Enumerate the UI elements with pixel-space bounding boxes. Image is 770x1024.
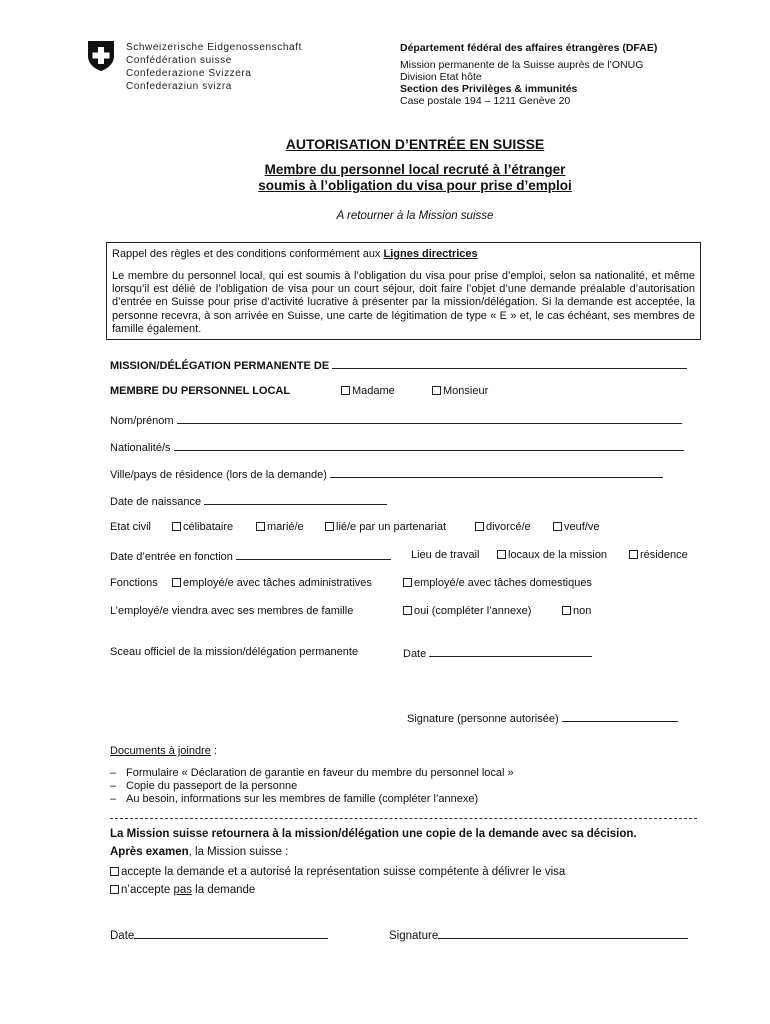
guidelines-link[interactable]: Lignes directrices <box>383 248 478 260</box>
family-label: L’employé/e viendra avec ses membres de famille <box>110 605 354 617</box>
accept-label: accepte la demande et a autorisé la représentation suisse compétente à délivrer le visa <box>121 866 566 878</box>
signature-row <box>407 711 678 725</box>
mission-field[interactable] <box>332 358 687 369</box>
madame-label: Madame <box>352 385 395 397</box>
documents-heading <box>110 745 217 757</box>
civil-checkbox[interactable] <box>475 522 484 531</box>
return-note: A retourner à la Mission suisse <box>336 210 494 222</box>
civil-option-partnership[interactable] <box>325 521 446 533</box>
family-checkbox[interactable] <box>403 606 412 615</box>
list-item: – Formulaire « Déclaration de garantie en faveur du membre du personnel local » <box>110 767 514 780</box>
department-address: Case postale 194 – 1211 Genève 20 <box>400 95 571 107</box>
final-signature-row <box>389 928 688 942</box>
seal-label: Sceau officiel de la mission/délégation permanente <box>110 646 359 658</box>
residence-field[interactable] <box>330 467 663 478</box>
nationality-row <box>110 440 684 454</box>
decision-statement: La Mission suisse retournera à la mission/délégation une copie de la demande avec sa décision. <box>110 828 637 840</box>
documents-colon: : <box>210 745 218 757</box>
department-mission: Mission permanente de la Suisse auprès de l’ONUG <box>400 59 644 71</box>
documents-list <box>110 767 514 806</box>
nationality-field[interactable] <box>174 440 684 451</box>
civil-option-married[interactable] <box>256 521 304 533</box>
after-examination-bold: Après examen <box>110 846 189 858</box>
civil-checkbox[interactable] <box>325 522 334 531</box>
seal-date-label: Date <box>403 648 427 660</box>
madame-option[interactable] <box>341 385 395 397</box>
family-checkbox[interactable] <box>562 606 571 615</box>
residence-row <box>110 467 663 481</box>
workplace-option-residence[interactable] <box>629 549 688 561</box>
federal-name-rm: Confederaziun svizra <box>126 81 232 92</box>
civil-option-divorced[interactable] <box>475 521 531 533</box>
family-option-yes[interactable] <box>403 605 531 617</box>
reject-checkbox[interactable] <box>110 885 119 894</box>
monsieur-checkbox[interactable] <box>432 386 441 395</box>
reminder-heading <box>112 248 695 261</box>
civil-option-single[interactable] <box>172 521 233 533</box>
functions-option-label: employé/e avec tâches administratives <box>183 577 372 589</box>
reminder-lead: Rappel des règles et des conditions conformément aux <box>112 248 384 260</box>
federal-name-fr: Confédération suisse <box>126 55 232 66</box>
decision-reject-option[interactable] <box>110 884 255 896</box>
civil-checkbox[interactable] <box>256 522 265 531</box>
civil-checkbox[interactable] <box>172 522 181 531</box>
final-date-field[interactable] <box>134 928 328 939</box>
name-field[interactable] <box>177 413 682 424</box>
form-subtitle-2: soumis à l’obligation du visa pour prise d’emploi <box>258 178 572 193</box>
birth-field[interactable] <box>204 494 387 505</box>
workplace-label: Lieu de travail <box>411 549 480 561</box>
civil-option-label: lié/e par un partenariat <box>336 521 447 533</box>
civil-option-label: divorcé/e <box>486 521 531 533</box>
name-row <box>110 413 682 427</box>
functions-option-label: employé/e avec tâches domestiques <box>414 577 592 589</box>
civil-option-label: marié/e <box>267 521 304 533</box>
workplace-option-label: locaux de la mission <box>508 549 608 561</box>
workplace-checkbox[interactable] <box>497 550 506 559</box>
start-label: Date d’entrée en fonction <box>110 551 233 563</box>
family-option-no[interactable] <box>562 605 591 617</box>
start-row <box>110 549 391 563</box>
signature-label: Signature (personne autorisée) <box>407 713 559 725</box>
functions-label: Fonctions <box>110 577 158 589</box>
start-field[interactable] <box>236 549 391 560</box>
after-examination-rest: , la Mission suisse : <box>188 846 289 858</box>
department-header <box>400 42 730 107</box>
swiss-cross-logo <box>87 40 115 72</box>
workplace-option-label: résidence <box>640 549 688 561</box>
final-date-label: Date <box>110 930 135 942</box>
final-signature-label: Signature <box>389 930 439 942</box>
reminder-box <box>106 242 701 340</box>
decision-after <box>110 846 288 858</box>
mission-row <box>110 358 687 372</box>
civil-checkbox[interactable] <box>553 522 562 531</box>
family-no-label: non <box>573 605 592 617</box>
civil-option-label: veuf/ve <box>564 521 600 533</box>
mission-label: MISSION/DÉLÉGATION PERMANENTE DE <box>110 360 330 372</box>
documents-title: Documents à joindre <box>110 745 211 757</box>
reject-label-pre: n’accepte <box>121 884 174 896</box>
list-item: – Copie du passeport de la personne <box>110 780 514 793</box>
reject-label-post: la demande <box>191 884 256 896</box>
monsieur-option[interactable] <box>432 385 488 397</box>
functions-checkbox[interactable] <box>172 578 181 587</box>
separator-line <box>110 818 697 819</box>
federal-name-it: Confederazione Svizzera <box>126 68 252 79</box>
reminder-body: Le membre du personnel local, qui est soumis à l’obligation du visa pour prise d’emploi, selon sa nationalité, et même lorsqu’il est délié de l’obligation de visa pour un court séjour, doit faire l’objet d’une demande préalable d’autorisation d’entrée en Suisse pour prise d’activité lucrative à présenter par la mission/délégation. Si la demande est acceptée, la personne recevra, à son arrivée en Suisse, une carte de légitimation de type « E » et, le cas échéant, ses membres de famille également. <box>112 270 695 335</box>
department-section: Section des Privilèges & immunités <box>400 83 578 95</box>
workplace-checkbox[interactable] <box>629 550 638 559</box>
civil-option-widowed[interactable] <box>553 521 599 533</box>
birth-label: Date de naissance <box>110 496 202 508</box>
signature-field[interactable] <box>562 711 678 722</box>
functions-option-domestic[interactable] <box>403 577 592 589</box>
federal-name-de: Schweizerische Eidgenossenschaft <box>126 42 302 53</box>
family-yes-label: oui (compléter l’annexe) <box>414 605 532 617</box>
functions-option-admin[interactable] <box>172 577 372 589</box>
monsieur-label: Monsieur <box>443 385 489 397</box>
civil-label: Etat civil <box>110 521 151 533</box>
department-division: Division Etat hôte <box>400 71 482 83</box>
federal-names <box>126 41 302 93</box>
final-date-row <box>110 928 328 942</box>
workplace-option-mission[interactable] <box>497 549 607 561</box>
accept-checkbox[interactable] <box>110 867 119 876</box>
list-item: – Au besoin, informations sur les membres de famille (compléter l’annexe) <box>110 793 514 806</box>
nationality-label: Nationalité/s <box>110 442 171 454</box>
madame-checkbox[interactable] <box>341 386 350 395</box>
decision-accept-option[interactable] <box>110 866 565 878</box>
seal-date-row <box>403 646 592 660</box>
department-name: Département fédéral des affaires étrangères (DFAE) <box>400 42 658 54</box>
birth-row <box>110 494 387 508</box>
final-signature-field[interactable] <box>438 928 688 939</box>
functions-checkbox[interactable] <box>403 578 412 587</box>
member-label: MEMBRE DU PERSONNEL LOCAL <box>110 385 291 397</box>
form-title: AUTORISATION D’ENTRÉE EN SUISSE <box>285 136 545 152</box>
residence-label: Ville/pays de résidence (lors de la demande) <box>110 469 327 481</box>
civil-option-label: célibataire <box>183 521 234 533</box>
name-label: Nom/prénom <box>110 415 174 427</box>
reject-label-pas: pas <box>173 884 192 896</box>
form-subtitle-1: Membre du personnel local recruté à l’étranger <box>264 162 566 177</box>
seal-date-field[interactable] <box>429 646 592 657</box>
